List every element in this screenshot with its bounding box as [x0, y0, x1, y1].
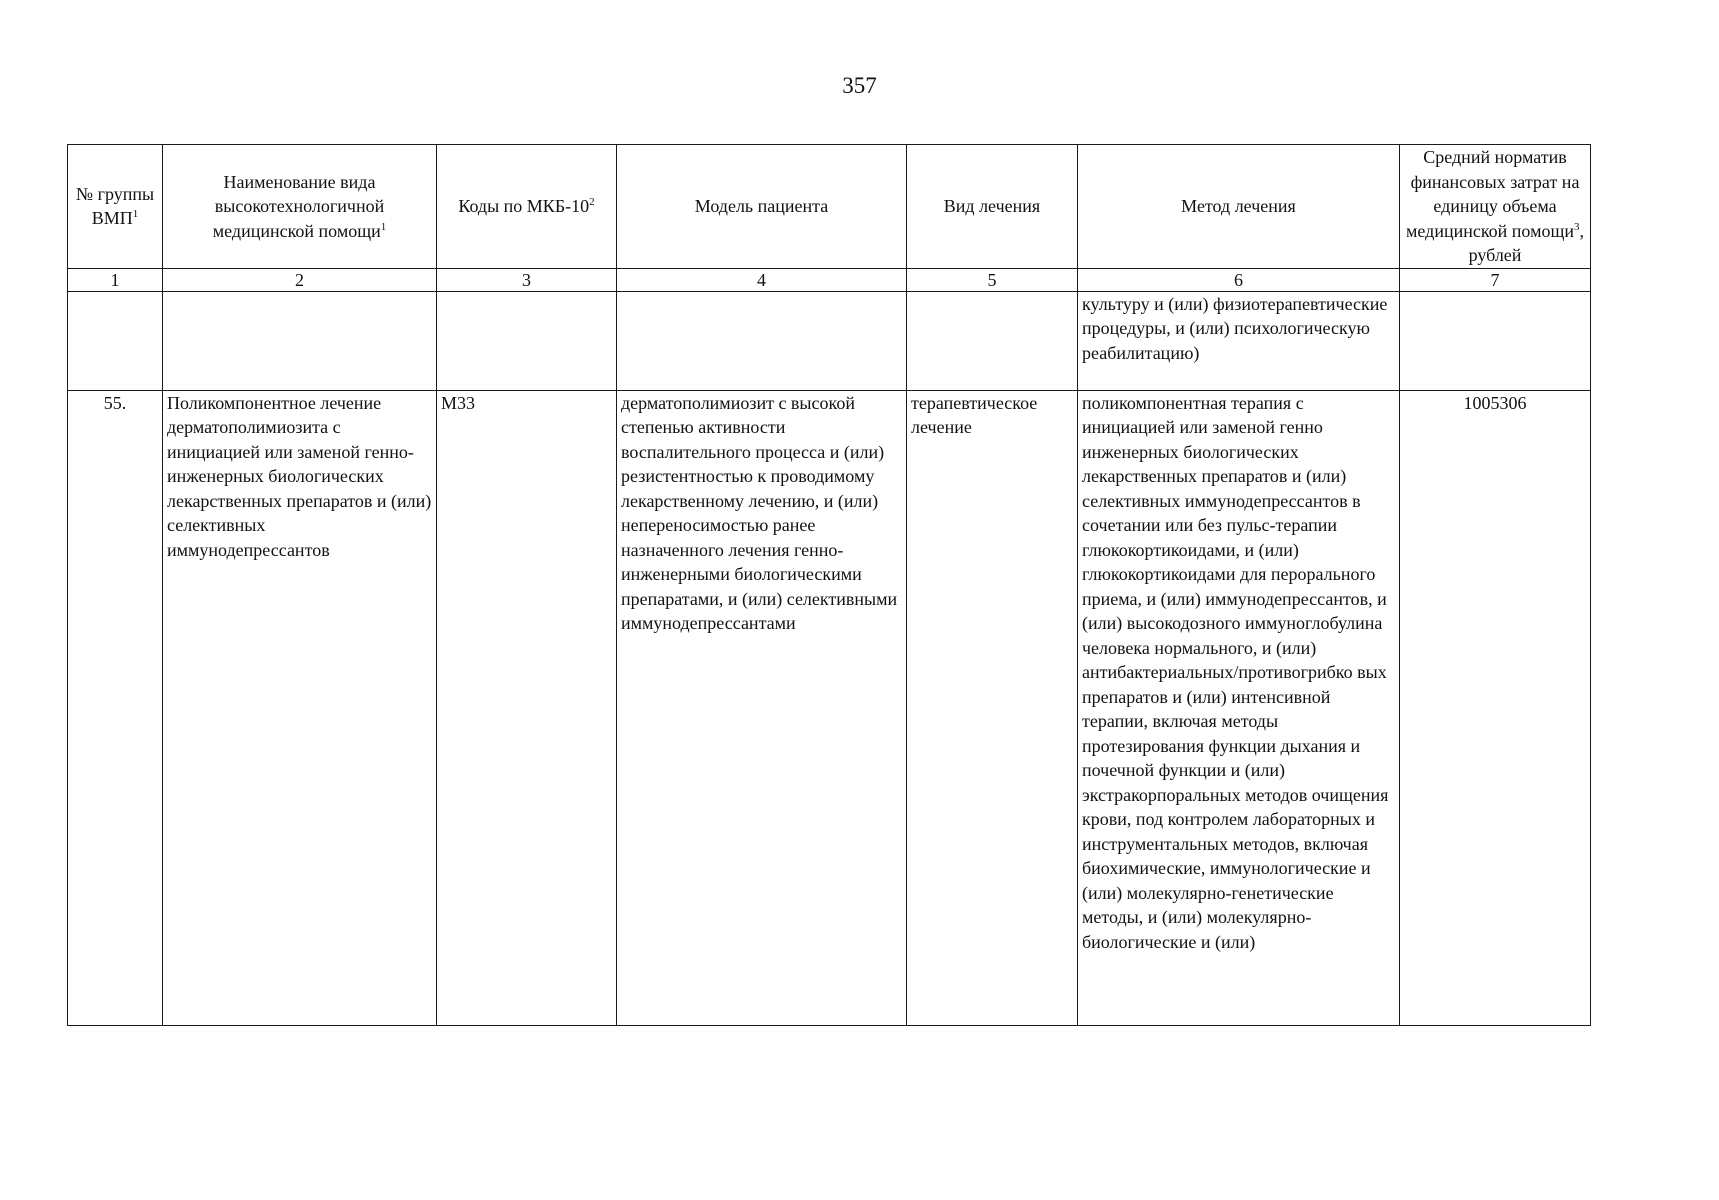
footnote-mark: 1	[132, 208, 139, 221]
header-group-number: № группы ВМП$^1$	[68, 145, 163, 269]
column-number: 7	[1400, 268, 1591, 291]
column-number: 2	[163, 268, 437, 291]
cost-standard-cell: 1005306	[1400, 390, 1591, 1025]
column-number-row	[68, 268, 1591, 291]
footnote-mark: 3	[1573, 220, 1580, 233]
icd-codes-cell: M33	[437, 390, 617, 1025]
column-number: 5	[907, 268, 1078, 291]
header-treatment-type: Вид лечения	[907, 145, 1078, 269]
column-number: 6	[1078, 268, 1400, 291]
empty-cell	[68, 291, 163, 390]
empty-cell	[437, 291, 617, 390]
header-treatment-method: Метод лечения	[1078, 145, 1400, 269]
empty-cell	[907, 291, 1078, 390]
care-type-name-cell: Поликомпонентное лечение дерматополимиозита с инициацией или заменой генно-инженерных биологических лекарственных препаратов и (или) селективных иммунодепрессантов	[163, 390, 437, 1025]
column-number: 1	[68, 268, 163, 291]
empty-cell	[1400, 291, 1591, 390]
empty-cell	[163, 291, 437, 390]
header-care-type-name: Наименование вида высокотехнологичной медицинской помощи$^1$	[163, 145, 437, 269]
column-number: 4	[617, 268, 907, 291]
footnote-mark: 2	[589, 196, 595, 208]
treatment-method-cell: поликомпонентная терапия с инициацией или заменой генно инженерных биологических лекарственных препаратов и (или) селективных иммунодепрессантов в сочетании или без пульс-терапии глюкокортикоидами, и (или) глюкокортикоидами для перорального приема, и (или) иммунодепрессантов, и (или) высокодозного иммуноглобулина человека нормального, и (или) антибактериальных/противогрибко вых препаратов и (или) интенсивной терапии, включая методы протезирования функции дыхания и почечной функции и (или) экстракорпоральных методов очищения крови, под контролем лабораторных и инструментальных методов, включая биохимические, иммунологические и (или) молекулярно-генетические методы, и (или) молекулярно-биологические и (или)	[1078, 390, 1400, 1025]
vmp-table	[67, 144, 1591, 1026]
group-number-cell: 55.	[68, 390, 163, 1025]
header-row	[68, 145, 1591, 269]
header-patient-model: Модель пациента	[617, 145, 907, 269]
header-icd-codes: Коды по МКБ-$10^2$	[437, 145, 617, 269]
continuation-method-cell: культуру и (или) физиотерапевтические процедуры, и (или) психологическую реабилитацию)	[1078, 291, 1400, 390]
continuation-row	[68, 291, 1591, 390]
empty-cell	[617, 291, 907, 390]
treatment-type-cell: терапевтическое лечение	[907, 390, 1078, 1025]
footnote-mark: 1	[380, 220, 387, 233]
header-cost-standard: Средний норматив финансовых затрат на единицу объема медицинской помощи$^3$, рублей	[1400, 145, 1591, 269]
patient-model-cell: дерматополимиозит с высокой степенью активности воспалительного процесса и (или) резистентностью к проводимому лекарственному лечению, и (или) непереносимостью ранее назначенного лечения генно-инженерными биологическими препаратами, и (или) селективными иммунодепрессантами	[617, 390, 907, 1025]
table-row	[68, 390, 1591, 1025]
page-number: 357	[842, 73, 877, 98]
column-number: 3	[437, 268, 617, 291]
